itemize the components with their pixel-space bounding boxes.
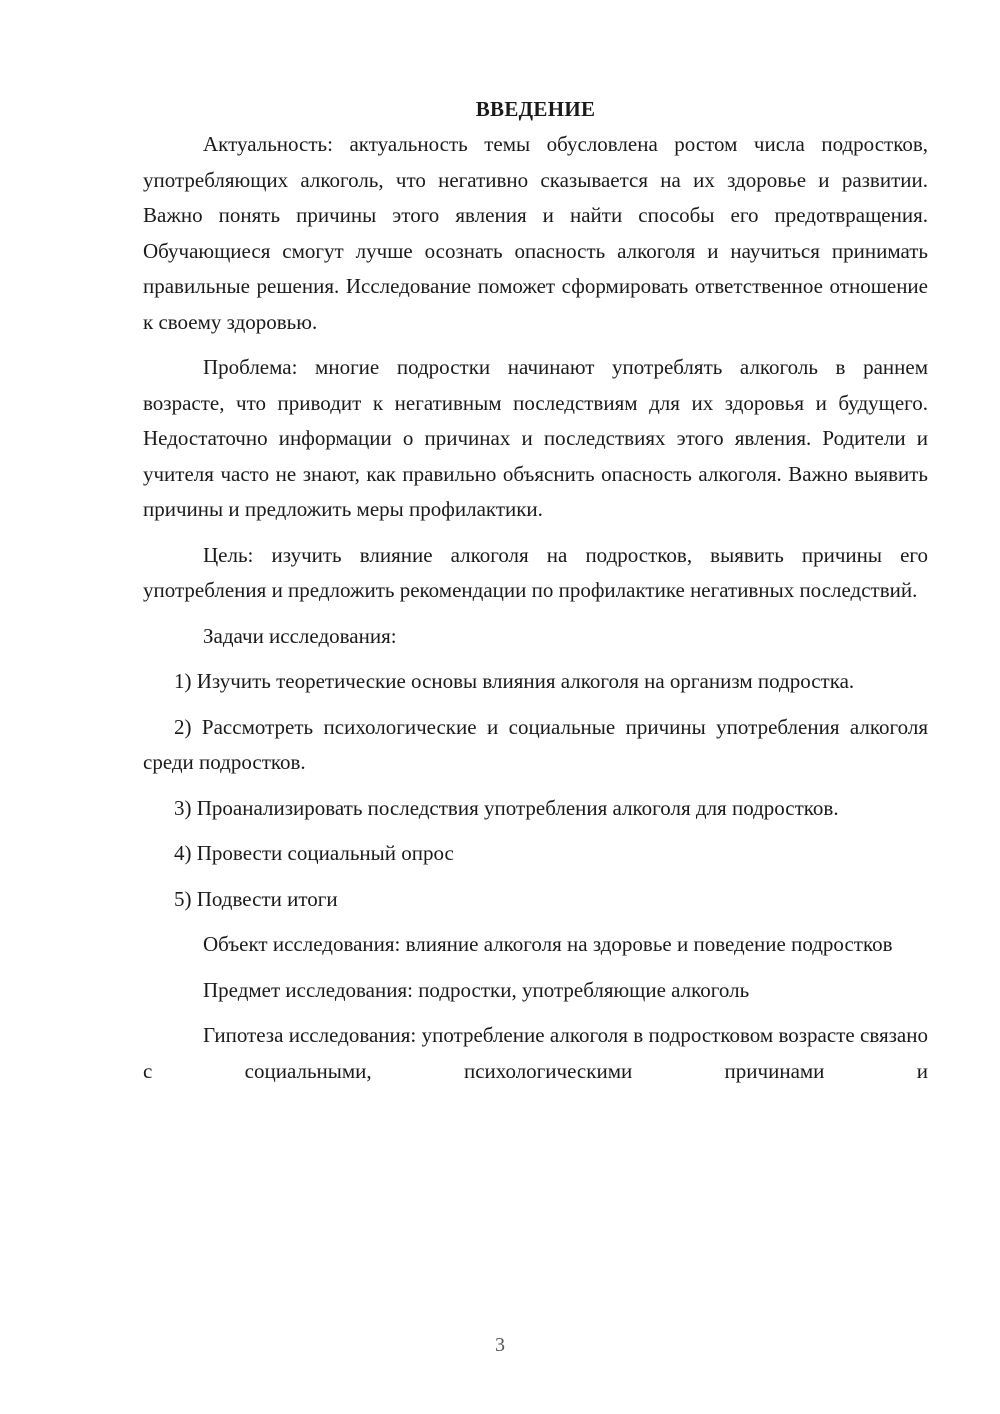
subject-paragraph: Предмет исследования: подростки, употребляющие алкоголь xyxy=(203,977,750,1002)
task-item-2: 2) Рассмотреть психологические и социальные причины употребления алкоголя среди подростков. xyxy=(143,714,928,774)
problem-paragraph: Проблема: многие подростки начинают употреблять алкоголь в раннем возрасте, что приводит к негативным последствиям для их здоровья и будущего. Недостаточно информации о причинах и последствиях этого явления. Родители и учителя часто не знают, как правильно объяснить опасность алкоголя. Важно выявить причины и предложить меры профилактики. xyxy=(143,355,928,521)
task-item-4: 4) Провести социальный опрос xyxy=(174,841,454,865)
task-item-1: 1) Изучить теоретические основы влияния алкоголя на организм подростка. xyxy=(174,669,855,693)
goal-paragraph: Цель: изучить влияние алкоголя на подростков, выявить причины его употребления и предложить рекомендации по профилактике негативных последствий. xyxy=(143,542,928,602)
relevance-paragraph: Актуальность: актуальность темы обусловлена ростом числа подростков, употребляющих алкоголь, что негативно сказывается на их здоровье и развитии. Важно понять причины этого явления и найти способы его предотвращения. Обучающиеся смогут лучше осознать опасность алкоголя и научиться принимать правильные решения. Исследование поможет сформировать ответственное отношение к своему здоровью. xyxy=(143,132,928,334)
task-item-5: 5) Подвести итоги xyxy=(174,886,338,911)
object-paragraph: Объект исследования: влияние алкоголя на здоровье и поведение подростков xyxy=(203,932,893,956)
document-page xyxy=(143,92,928,1089)
task-item-3: 3) Проанализировать последствия употребления алкоголя для подростков. xyxy=(174,795,839,820)
section-heading: ВВЕДЕНИЕ xyxy=(475,97,596,121)
tasks-heading: Задачи исследования: xyxy=(203,623,397,648)
page-number: 3 xyxy=(495,1334,505,1356)
hypothesis-paragraph: Гипотеза исследования: употребление алкоголя в подростковом возрасте связано с социальными, психологическими причинами и xyxy=(143,1023,928,1083)
